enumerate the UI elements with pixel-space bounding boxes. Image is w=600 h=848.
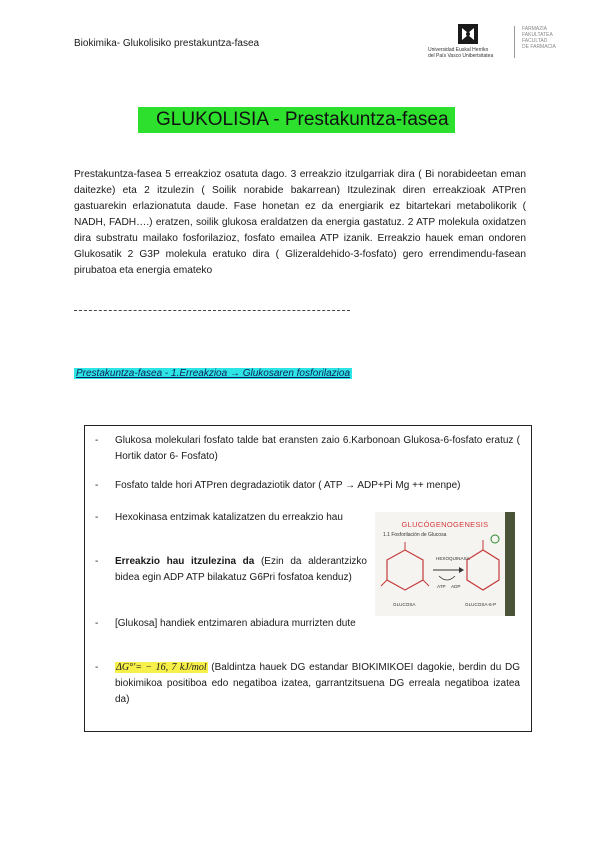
list-item bbox=[95, 478, 520, 494]
irreversible-statement: Erreakzio hau itzulezina da bbox=[115, 556, 255, 567]
list-item-text: [Glukosa] handiek entzimaren abiadura murrizten dute bbox=[115, 618, 356, 629]
list-item bbox=[95, 510, 367, 526]
bullet-dash: - bbox=[95, 512, 99, 523]
header-title: Biokimika- Glukolisiko prestakuntza-fasea bbox=[74, 38, 260, 49]
glucose-phosphorylation-figure bbox=[375, 512, 515, 616]
list-item bbox=[95, 433, 520, 465]
list-item bbox=[95, 554, 367, 586]
enzyme-label: HEXOQUINASA bbox=[436, 556, 470, 561]
figure-title: GLUCÓGENOGENESIS bbox=[401, 520, 489, 529]
upv-logo-line1: Universidad Euskal Herriko bbox=[428, 47, 489, 53]
glucose-6p-label: GLUCOSA-6-P bbox=[465, 602, 497, 607]
upv-logo-icon bbox=[458, 24, 478, 44]
section-subtitle: Prestakuntza-fasea - 1.Erreakzioa → Glukosaren fosforilazioa bbox=[76, 368, 351, 379]
list-item-text: Glukosa molekulari fosfato talde bat eransten zaio 6.Karbonoan Glukosa-6-fosfato eratuz ( Hortik dator 6- Fosfato) bbox=[115, 435, 520, 462]
bullet-dash: - bbox=[95, 480, 99, 491]
list-item bbox=[95, 616, 367, 632]
bullet-dash: - bbox=[95, 662, 99, 673]
delta-g-explanation: (Baldintza hauek DG estandar BIOKIMIKOEI dagokie, berdin du DG biokimikoa positiboa edo negatiboa izatea, garrantzitsuena DG erreala negatiboa izatea da) bbox=[115, 662, 520, 705]
list-item-text bbox=[115, 554, 367, 586]
figure-subtitle: 1.1 Fosforilación de Glucosa bbox=[383, 532, 447, 538]
faculty-logo bbox=[522, 26, 556, 50]
irreversible-explanation: (Ezin da alderantzizko bidea egin ADP ATP bilakatuz G6Pri fosfatoa kenduz) bbox=[115, 556, 367, 583]
reaction-diagram-icon bbox=[375, 512, 505, 616]
adp-label: ADP bbox=[451, 584, 461, 589]
bullet-dash: - bbox=[95, 556, 99, 567]
content-box bbox=[84, 425, 532, 732]
logo-divider bbox=[514, 26, 515, 58]
title-block bbox=[138, 107, 455, 133]
intro-paragraph: Prestakuntza-fasea 5 erreakzioz osatuta dago. 3 erreakzio itzulgarriak dira ( Bi norabideetan eman daitezke) eta 2 itzulezin ( Soilik norabide bakarrean) Itzulezinak diren erreakzioak ATPren gastuarekin erlazionatuta daude. Fase honetan ez da energiarik ez bitartekari metabolikorik ( NADH, FADH….) eratzen, soilik glukosa eraldatzen da energia gastatuz. 2 ATP molekula oxidatzen dira substratu mailako fosforilazioz, fosfato emailea ATP izanik. Erreakzio hauek eman ondoren Glukosatik 2 G3P molekula eratuko dira ( Glizeraldehido-3-fosfato) gero errendimendu-fasean pirubatoa eta energia emateko bbox=[74, 169, 526, 276]
bullet-dash: - bbox=[95, 618, 99, 629]
list-item-text: Hexokinasa entzimak katalizatzen du erreakzio hau bbox=[115, 512, 343, 523]
upv-logo bbox=[428, 24, 504, 64]
delta-g-formula: ΔG°'= − 16, 7 kJ/mol bbox=[116, 662, 207, 673]
glucose-label: GLUCOSA bbox=[393, 602, 416, 607]
faculty-logo-line4: DE FARMACIA bbox=[522, 44, 556, 50]
page-title: GLUKOLISIA - Prestakuntza-fasea bbox=[138, 107, 455, 133]
faculty-logo-line2: FAKULTATEA bbox=[522, 32, 553, 38]
figure-side-stripe bbox=[505, 512, 515, 616]
faculty-logo-line3: FACULTAD bbox=[522, 38, 548, 44]
faculty-logo-line1: FARMAZIA bbox=[522, 26, 548, 32]
list-item bbox=[95, 660, 520, 708]
bullet-dash: - bbox=[95, 435, 99, 446]
list-item-text bbox=[115, 660, 520, 708]
atp-label: ATP bbox=[437, 584, 446, 589]
dashed-divider bbox=[74, 310, 350, 311]
upv-logo-line2: del País Vasco Unibertsitatea bbox=[428, 53, 494, 59]
list-item-text: Fosfato talde hori ATPren degradaziotik dator ( ATP → ADP+Pi Mg ++ menpe) bbox=[115, 480, 461, 491]
